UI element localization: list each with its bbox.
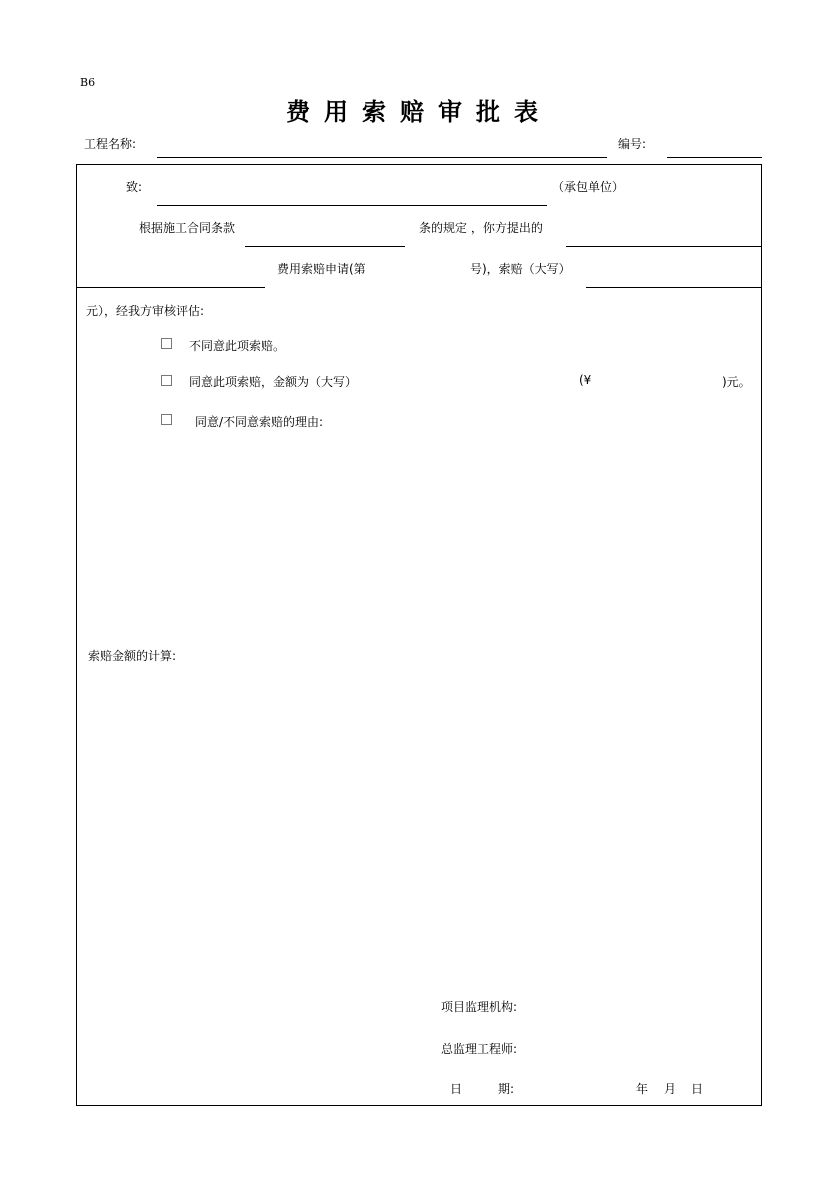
- clause-rule-text: 条的规定 ，你方提出的: [419, 221, 543, 235]
- claim-item-line[interactable]: [566, 246, 762, 247]
- disagree-checkbox[interactable]: [161, 338, 172, 349]
- to-recipient-line[interactable]: [157, 205, 547, 206]
- number-line[interactable]: [667, 157, 762, 158]
- amount-yen-open: (¥: [579, 373, 592, 387]
- to-label: 致:: [126, 180, 143, 194]
- claim-number-suffix: 号)，索赔（大写）: [470, 262, 571, 276]
- calc-label: 索赔金额的计算:: [88, 649, 177, 663]
- date-month: 月: [664, 1082, 677, 1096]
- contract-clause-prefix: 根据施工合同条款: [139, 221, 236, 235]
- claim-item-continued-line[interactable]: [77, 287, 265, 288]
- date-year: 年: [636, 1082, 649, 1096]
- supervision-org-label: 项目监理机构:: [441, 1000, 518, 1014]
- agree-checkbox[interactable]: [161, 375, 172, 386]
- project-name-line[interactable]: [157, 157, 607, 158]
- clause-number-line[interactable]: [245, 246, 405, 247]
- form-title: 费用索赔审批表: [286, 98, 552, 126]
- agree-label: 同意此项索赔，金额为（大写）: [189, 375, 358, 389]
- chief-engineer-label: 总监理工程师:: [441, 1042, 518, 1056]
- amount-yen-close: )元。: [722, 375, 751, 389]
- disagree-label: 不同意此项索赔。: [189, 339, 286, 353]
- form-code: B6: [80, 76, 96, 89]
- claim-amount-line[interactable]: [586, 287, 762, 288]
- claim-application-prefix: 费用索赔申请(第: [277, 262, 366, 276]
- contractor-unit-label: （承包单位）: [552, 180, 625, 194]
- date-day: 日: [691, 1082, 704, 1096]
- review-text: 元），经我方审核评估:: [86, 304, 205, 318]
- number-label: 编号:: [618, 137, 647, 151]
- reason-checkbox[interactable]: [161, 414, 172, 425]
- reason-label: 同意/不同意索赔的理由:: [195, 415, 324, 429]
- project-name-label: 工程名称:: [84, 137, 137, 151]
- date-label-day: 日: [450, 1082, 463, 1096]
- date-label-period: 期:: [498, 1082, 515, 1096]
